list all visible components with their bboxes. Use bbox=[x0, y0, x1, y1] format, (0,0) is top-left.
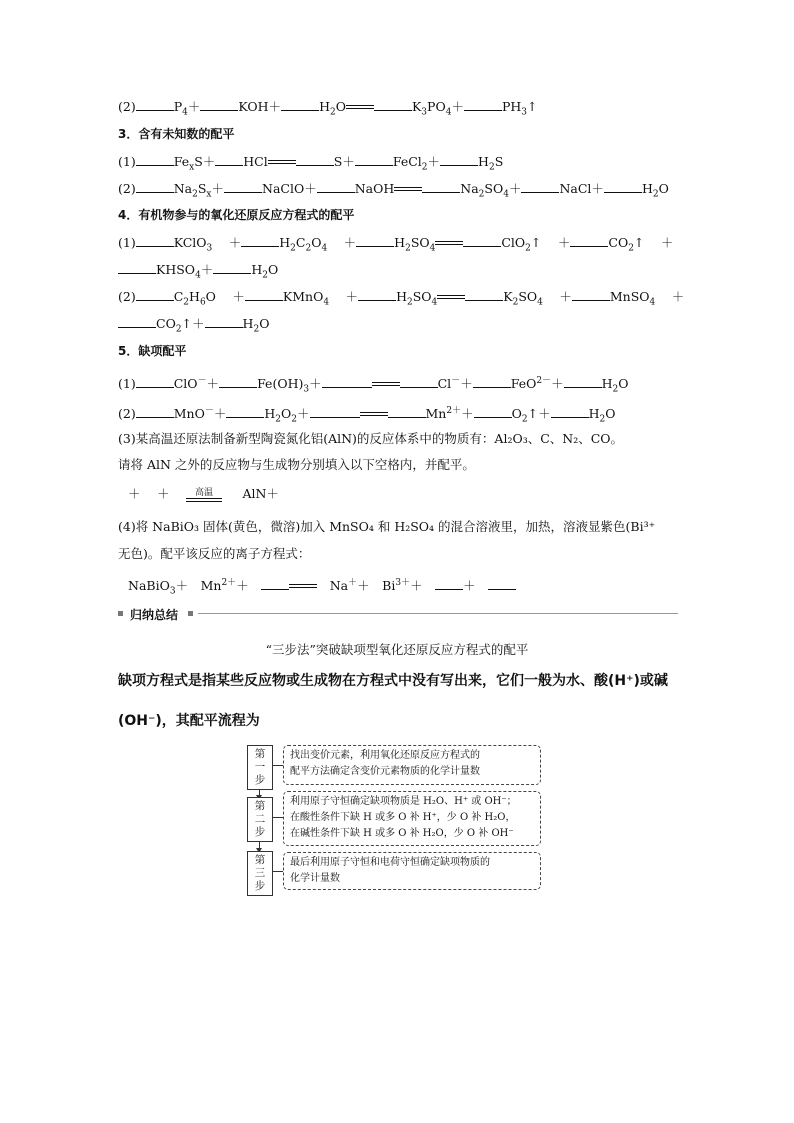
question-aln-cont: 请将 AlN 之外的反应物与生成物分别填入以下空格内，并配平。 bbox=[118, 457, 475, 472]
flow-arrow bbox=[259, 790, 260, 796]
summary-title: “三步法”突破缺项型氧化还原反应方程式的配平 bbox=[265, 642, 529, 657]
answer-blank[interactable] bbox=[465, 288, 503, 301]
step-2-box: 利用原子守恒确定缺项物质是 H₂O、H⁺ 或 OH⁻； 在酸性条件下缺 H 或多 O 补 H⁺，少 O 补 H₂O， 在碱性条件下缺 H 或多 O 补 H₂O，少 O 补 OH⁻ bbox=[283, 791, 541, 846]
answer-blank[interactable] bbox=[136, 405, 174, 418]
section-4-heading: 4．有机物参与的氧化还原反应方程式的配平 bbox=[118, 208, 355, 222]
equation-na2sx: (2) $Na_2S_x+$ NaClO＋ NaOH $Na_2SO_4+$ NaCl＋ $H_2O$ bbox=[118, 181, 669, 200]
step-1-box: 找出变价元素，利用氧化还原反应方程式的 配平方法确定含变价元素物质的化学计量数 bbox=[283, 745, 541, 785]
question-aln: (3)某高温还原法制备新型陶瓷氮化铝(AlN)的反应体系中的物质有：Al₂O₃、C、N₂、CO。 bbox=[118, 431, 624, 446]
answer-blank[interactable] bbox=[400, 375, 438, 388]
bullet-square bbox=[188, 611, 193, 616]
answer-blank[interactable] bbox=[473, 375, 511, 388]
answer-blank[interactable] bbox=[564, 375, 602, 388]
equals-sign bbox=[437, 294, 465, 302]
connector bbox=[272, 871, 283, 872]
answer-blank[interactable] bbox=[136, 180, 174, 193]
answer-blank[interactable] bbox=[136, 234, 174, 247]
answer-blank[interactable] bbox=[226, 405, 264, 418]
item-label: (2) bbox=[118, 99, 136, 114]
answer-blank[interactable] bbox=[245, 288, 283, 301]
answer-blank[interactable] bbox=[358, 288, 396, 301]
equation-aln: ＋ ＋ 高温 AlN＋ bbox=[128, 486, 279, 501]
answer-blank[interactable] bbox=[551, 405, 589, 418]
answer-blank[interactable] bbox=[570, 234, 608, 247]
answer-blank[interactable] bbox=[200, 98, 238, 111]
answer-blank[interactable] bbox=[296, 153, 334, 166]
answer-blank[interactable] bbox=[440, 153, 478, 166]
step-2-label: 第 二 步 bbox=[247, 797, 273, 842]
answer-blank[interactable] bbox=[136, 375, 174, 388]
answer-blank[interactable] bbox=[310, 405, 360, 418]
equals-sign bbox=[289, 583, 317, 591]
equals-sign bbox=[394, 186, 422, 194]
question-nabio3: (4)将 NaBiO₃ 固体(黄色，微溶)加入 MnSO₄ 和 H₂SO₄ 的混合溶液里，加热，溶液显紫色(Bi³⁺ bbox=[118, 519, 656, 534]
summary-section-bar bbox=[118, 606, 678, 622]
answer-blank[interactable] bbox=[219, 375, 257, 388]
answer-blank[interactable] bbox=[136, 98, 174, 111]
answer-blank[interactable] bbox=[136, 288, 174, 301]
answer-blank[interactable] bbox=[136, 153, 174, 166]
reaction-condition: 高温 bbox=[186, 488, 222, 502]
connector bbox=[272, 817, 283, 818]
answer-blank[interactable] bbox=[422, 180, 460, 193]
equals-sign bbox=[435, 240, 463, 248]
summary-intro: 缺项方程式是指某些反应物或生成物在方程式中没有写出来，它们一般为水、酸(H⁺)或碱 bbox=[118, 673, 668, 689]
answer-blank[interactable] bbox=[572, 288, 610, 301]
equation-clo: (1) $ClO^-+ Fe(OH)_3+ Cl^-+ FeO^{2-}+ H_2O$ bbox=[118, 376, 629, 395]
equals-sign bbox=[360, 411, 388, 419]
question-nabio3-cont: 无色)。配平该反应的离子方程式： bbox=[118, 546, 311, 561]
answer-blank[interactable] bbox=[281, 98, 319, 111]
answer-blank[interactable] bbox=[118, 315, 156, 328]
answer-blank[interactable] bbox=[474, 405, 512, 418]
answer-blank[interactable] bbox=[488, 577, 516, 590]
bullet-square bbox=[118, 611, 123, 616]
equation-p4: (2) $P_4+ KOH+ H_2O$ $K_3PO_4+$ $PH_3↑$ bbox=[118, 99, 538, 118]
divider bbox=[198, 613, 678, 614]
step-3-label: 第 三 步 bbox=[247, 851, 273, 896]
section-3-heading: 3．含有未知数的配平 bbox=[118, 127, 235, 141]
summary-label: 归纳总结 bbox=[130, 608, 179, 622]
answer-blank[interactable] bbox=[241, 234, 279, 247]
equation-kclo3: (1) KClO$_3$ ＋ $H_2C_2O_4$ ＋ $H_2SO_4$ ClO$_2$↑ ＋ $CO_2↑$ ＋ bbox=[118, 235, 674, 254]
answer-blank[interactable] bbox=[374, 98, 412, 111]
answer-blank[interactable] bbox=[521, 180, 559, 193]
answer-blank[interactable] bbox=[388, 405, 426, 418]
step-3-box: 最后利用原子守恒和电荷守恒确定缺项物质的 化学计量数 bbox=[283, 852, 541, 890]
equals-sign bbox=[268, 159, 296, 167]
equation-c2h6o-cont: $CO_2↑+ H_2O$ bbox=[118, 315, 269, 338]
equation-c2h6o: (2) $C_2H_6O$ ＋ KMnO$_4$ ＋ $H_2SO_4$ $K_2SO_4$ ＋ MnSO$_4$ ＋ bbox=[118, 289, 685, 308]
step-1-label: 第 一 步 bbox=[247, 745, 273, 790]
answer-blank[interactable] bbox=[356, 234, 394, 247]
equation-kclo3-cont: $KHSO_4+ H_2O$ bbox=[118, 261, 278, 284]
answer-blank[interactable] bbox=[261, 577, 289, 590]
summary-intro-cont: (OH⁻)，其配平流程为 bbox=[118, 713, 260, 729]
answer-blank[interactable] bbox=[435, 577, 463, 590]
answer-blank[interactable] bbox=[213, 261, 251, 274]
answer-blank[interactable] bbox=[355, 153, 393, 166]
answer-blank[interactable] bbox=[322, 375, 372, 388]
answer-blank[interactable] bbox=[317, 180, 355, 193]
answer-blank[interactable] bbox=[205, 315, 243, 328]
answer-blank[interactable] bbox=[463, 234, 501, 247]
equals-sign bbox=[372, 381, 400, 389]
connector bbox=[272, 765, 283, 766]
equals-sign bbox=[346, 104, 374, 112]
equation-mno4: (2) $MnO^-+ H_2O_2+ Mn^{2+}+$ $O_2↑+ H_2O$ bbox=[118, 406, 616, 425]
answer-blank[interactable] bbox=[604, 180, 642, 193]
answer-blank[interactable] bbox=[118, 261, 156, 274]
equation-fexs: (1) $Fe_xS+$ HCl S＋ FeCl$_2$＋ $H_2S$ bbox=[118, 154, 504, 173]
answer-blank[interactable] bbox=[224, 180, 262, 193]
answer-blank[interactable] bbox=[464, 98, 502, 111]
answer-blank[interactable] bbox=[215, 153, 243, 166]
section-5-heading: 5．缺项配平 bbox=[118, 344, 187, 358]
flow-arrow bbox=[259, 842, 260, 849]
equation-nabio3: NaBiO$_3$＋ $Mn^{2+}+$ Na＋＋ $Bi^{3+}+$ ＋ bbox=[128, 575, 516, 600]
